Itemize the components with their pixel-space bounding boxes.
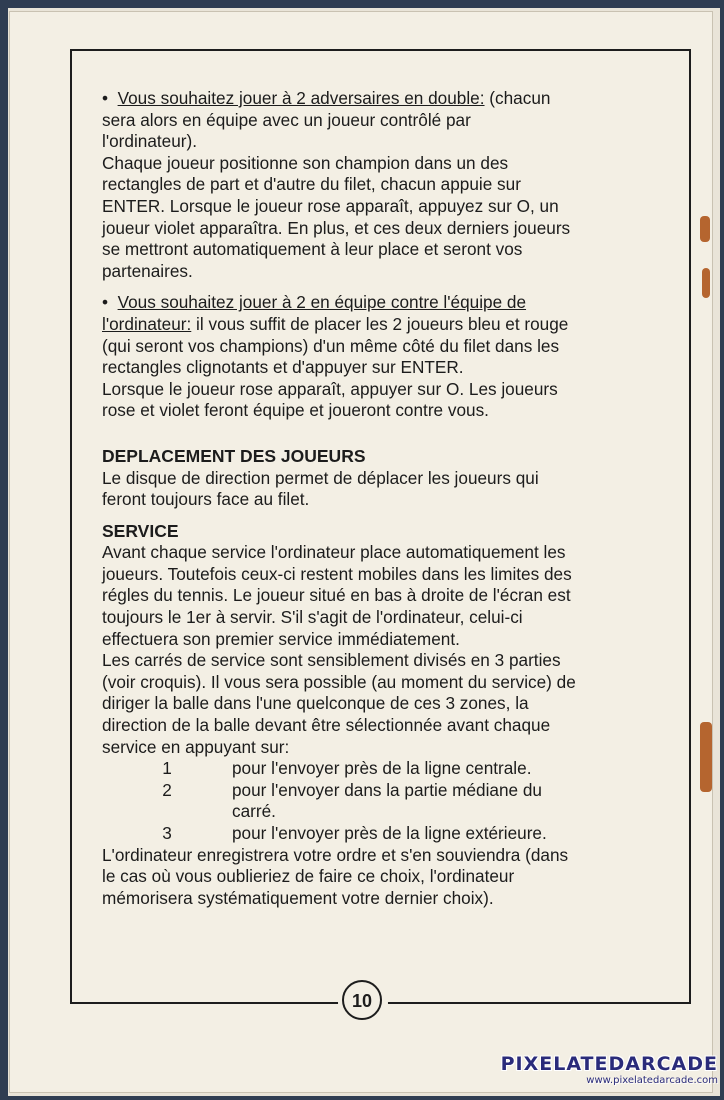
text-line: l'ordinateur).	[102, 131, 197, 152]
option-text: pour l'envoyer près de la ligne centrale.	[232, 758, 532, 779]
text-line: joueur violet apparaîtra. En plus, et ces deux derniers joueurs	[102, 217, 571, 238]
text-line: toujours le 1er à servir. S'il s'agit de l'ordinateur, celui-ci	[102, 607, 523, 628]
text-line: L'ordinateur enregistrera votre ordre et s'en souviendra (dans	[102, 844, 569, 865]
deplacement-heading: DEPLACEMENT DES JOUEURS	[102, 445, 366, 466]
manual-text	[102, 88, 642, 909]
text-line: (voir croquis). Il vous sera possible (au moment du service) de	[102, 671, 576, 692]
bullet: •	[102, 292, 109, 313]
para1-lead: Vous souhaitez jouer à 2 adversaires en double:	[117, 88, 485, 108]
text-line: se mettront automatiquement à leur place et seront vos	[102, 239, 523, 260]
para2-lead2: l'ordinateur:	[102, 313, 192, 334]
para2-line2: l'ordinateur: il vous suffit de placer les 2 joueurs bleu et rouge	[102, 313, 569, 334]
page-number: 10	[351, 991, 373, 1011]
text-line: Avant chaque service l'ordinateur place automatiquement les	[102, 542, 566, 563]
service-heading: SERVICE	[102, 520, 179, 541]
text-line: Les carrés de service sont sensiblement divisés en 3 parties	[102, 650, 561, 671]
option-text: pour l'envoyer dans la partie médiane du carré.	[232, 779, 542, 822]
page-number-badge	[342, 980, 382, 1020]
option-number: 2	[162, 779, 172, 800]
option-text: pour l'envoyer près de la ligne extérieure.	[232, 823, 547, 843]
option-number: 3	[162, 823, 172, 843]
option-number: 1	[162, 758, 172, 779]
text-line: effectuera son premier service immédiatement.	[102, 628, 460, 649]
service-option-2	[102, 780, 642, 823]
watermark-title: PIXELATEDARCADE	[500, 1053, 718, 1075]
text-line: direction de la balle devant être sélectionnée avant chaque	[102, 715, 551, 736]
bullet: •	[102, 88, 109, 108]
text-line: partenaires.	[102, 260, 193, 281]
para2-line1	[102, 292, 642, 314]
text-line: diriger la balle dans l'une quelconque de ces 3 zones, la	[102, 693, 529, 714]
text-line: ENTER. Lorsque le joueur rose apparaît, appuyez sur O, un	[102, 195, 559, 216]
text-line: Le disque de direction permet de déplacer les joueurs qui	[102, 467, 539, 488]
text-line: service en appuyant sur:	[102, 736, 290, 757]
text-line: régles du tennis. Le joueur situé en bas à droite de l'écran est	[102, 585, 571, 606]
para1-line1: • Vous souhaitez jouer à 2 adversaires en double: (chacun	[102, 88, 551, 108]
text-line: feront toujours face au filet.	[102, 489, 310, 510]
staple-top-lower	[702, 268, 710, 298]
text-line: rectangles clignotants et d'appuyer sur ENTER.	[102, 357, 464, 378]
text-line: mémorisera systématiquement votre dernier choix).	[102, 887, 494, 908]
text-line: Lorsque le joueur rose apparaît, appuyer sur O. Les joueurs	[102, 378, 558, 399]
text-line: rose et violet feront équipe et joueront contre vous.	[102, 400, 489, 421]
watermark-url: www.pixelatedarcade.com	[586, 1075, 718, 1086]
text-line: le cas où vous oublieriez de faire ce choix, l'ordinateur	[102, 866, 515, 887]
text-line: Chaque joueur positionne son champion dans un des	[102, 152, 509, 173]
text-line: joueurs. Toutefois ceux-ci restent mobiles dans les limites des	[102, 563, 572, 584]
text-line: rectangles de part et d'autre du filet, chacun appuie sur	[102, 174, 521, 195]
service-option-1	[102, 758, 642, 780]
text-line: (qui seront vos champions) d'un même côté du filet dans les	[102, 335, 560, 356]
staple-bottom	[700, 722, 712, 792]
para2-lead1: Vous souhaitez jouer à 2 en équipe contre l'équipe de	[117, 292, 527, 313]
text-line: sera alors en équipe avec un joueur contrôlé par	[102, 109, 471, 130]
staple-top	[700, 216, 710, 242]
service-option-3	[102, 823, 642, 845]
watermark	[501, 1053, 718, 1086]
